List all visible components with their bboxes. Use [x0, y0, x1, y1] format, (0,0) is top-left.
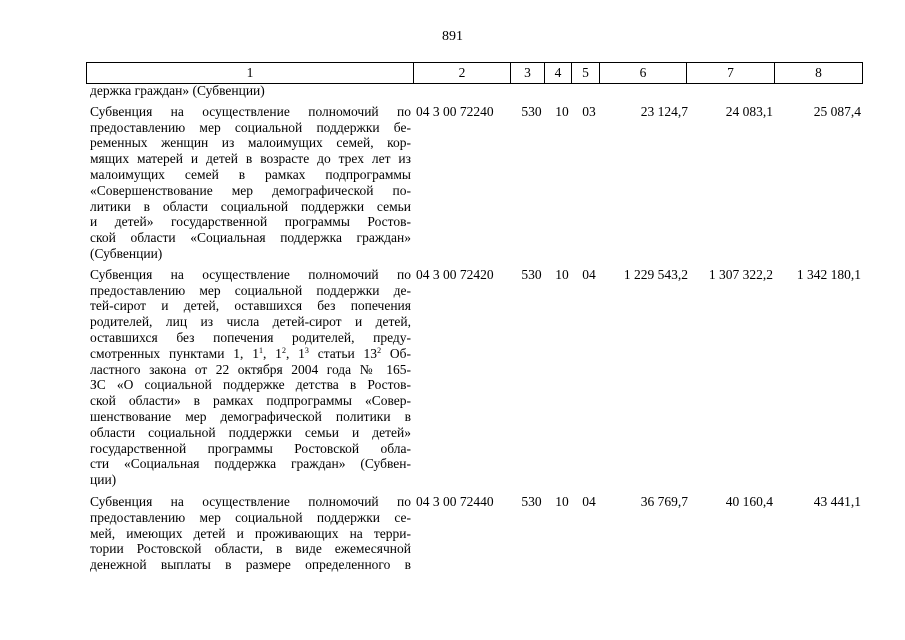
description-line: ЗС «О социальной поддержке детства в Ростов- [90, 377, 411, 393]
description-line: родителей, лиц из числа детей-сирот и детей, [90, 314, 411, 330]
description-line: ции) [90, 472, 117, 488]
description-line: Субвенция на осуществление полномочий по [90, 493, 411, 509]
table-row [86, 267, 866, 488]
description-line: и детей» государственной программы Ростов- [90, 214, 411, 230]
target-code: 04 3 00 72420 [416, 266, 494, 282]
continued-text: держка граждан» (Субвенции) [90, 83, 265, 98]
description-line: ской области» в рамках подпрограммы «Совер- [90, 393, 411, 409]
column-header-5: 5 [572, 63, 600, 84]
target-code: 04 3 00 72240 [416, 103, 494, 119]
budget-table-body [86, 83, 866, 573]
description-line: ластного закона от 22 октября 2004 года № 165- [90, 361, 411, 377]
description-line: «Совершенствование мер демографической по- [90, 182, 411, 198]
subsection-code: 03 [582, 103, 596, 119]
target-code: 04 3 00 72440 [416, 493, 494, 509]
section-code: 10 [555, 103, 569, 119]
column-header-7: 7 [687, 63, 775, 84]
amount-col-6: 36 769,7 [640, 493, 688, 509]
table-row [86, 104, 866, 262]
description-line: тории Ростовской области, в виде ежемесячной [90, 541, 411, 557]
page-number: 891 [442, 29, 463, 44]
description-line: литики в области социальной поддержки семьи [90, 198, 411, 214]
description-line: государственной программы Ростовской обла- [90, 440, 411, 456]
description-line: шенствование мер демографической политики в [90, 408, 411, 424]
expense-type: 530 [521, 266, 542, 282]
column-header-row [86, 62, 863, 84]
column-header-8: 8 [775, 63, 863, 84]
column-header-4: 4 [545, 63, 572, 84]
description-line: ской области «Социальная поддержка граждан» [90, 230, 411, 246]
description-line: тей-сирот и детей, оставшихся без попечения [90, 298, 411, 314]
table-row [86, 494, 866, 573]
amount-col-7: 1 307 322,2 [708, 266, 773, 282]
description-line-superscripts [90, 346, 411, 362]
superscript: 2 [281, 345, 286, 355]
description-line: оставшихся без попечения родителей, преду- [90, 329, 411, 345]
amount-col-8: 43 441,1 [813, 493, 861, 509]
description-line: Субвенция на осуществление полномочий по [90, 103, 411, 119]
amount-col-7: 40 160,4 [725, 493, 773, 509]
column-header-3: 3 [511, 63, 545, 84]
text-fragment: , 1 [285, 345, 305, 361]
amount-col-7: 24 083,1 [725, 103, 773, 119]
description-line: Субвенция на осуществление полномочий по [90, 266, 411, 282]
description-line: малоимущих семей в рамках подпрограммы [90, 166, 411, 182]
description-line: области социальной поддержки семьи и детей» [90, 424, 411, 440]
text-fragment: Об- [381, 345, 412, 361]
description-line: (Субвенции) [90, 245, 163, 261]
description-line: денежной выплаты в размере определенного в [90, 557, 411, 573]
amount-col-6: 1 229 543,2 [623, 266, 688, 282]
expense-type: 530 [521, 103, 542, 119]
description-line: сти «Социальная поддержка граждан» (Субвен- [90, 456, 411, 472]
section-code: 10 [555, 266, 569, 282]
column-header-2: 2 [414, 63, 511, 84]
subsection-code: 04 [582, 493, 596, 509]
description-line: предоставлению мер социальной поддержки бе- [90, 119, 411, 135]
text-fragment: смотренных пунктами 1, 1 [90, 345, 259, 361]
column-header-6: 6 [600, 63, 687, 84]
section-code: 10 [555, 493, 569, 509]
row-description [86, 83, 411, 99]
row-description [86, 494, 411, 573]
description-line: мей, имеющих детей и проживающих на терри- [90, 525, 411, 541]
amount-col-6: 23 124,7 [640, 103, 688, 119]
description-line: предоставлению мер социальной поддержки де- [90, 282, 411, 298]
text-fragment: , 1 [262, 345, 282, 361]
superscript: 1 [258, 345, 263, 355]
superscript: 3 [304, 345, 309, 355]
row-description [86, 104, 411, 262]
amount-col-8: 25 087,4 [813, 103, 861, 119]
subsection-code: 04 [582, 266, 596, 282]
amount-col-8: 1 342 180,1 [796, 266, 861, 282]
column-header-1: 1 [87, 63, 414, 84]
description-line: предоставлению мер социальной поддержки се- [90, 509, 411, 525]
description-line: мящих матерей и детей в возрасте до трех лет из [90, 151, 411, 167]
superscript: 2 [377, 345, 382, 355]
expense-type: 530 [521, 493, 542, 509]
row-description [86, 267, 411, 488]
text-fragment: статьи 13 [308, 345, 378, 361]
description-line: ременных женщин из малоимущих семей, кор- [90, 135, 411, 151]
table-row-continued [86, 83, 866, 99]
